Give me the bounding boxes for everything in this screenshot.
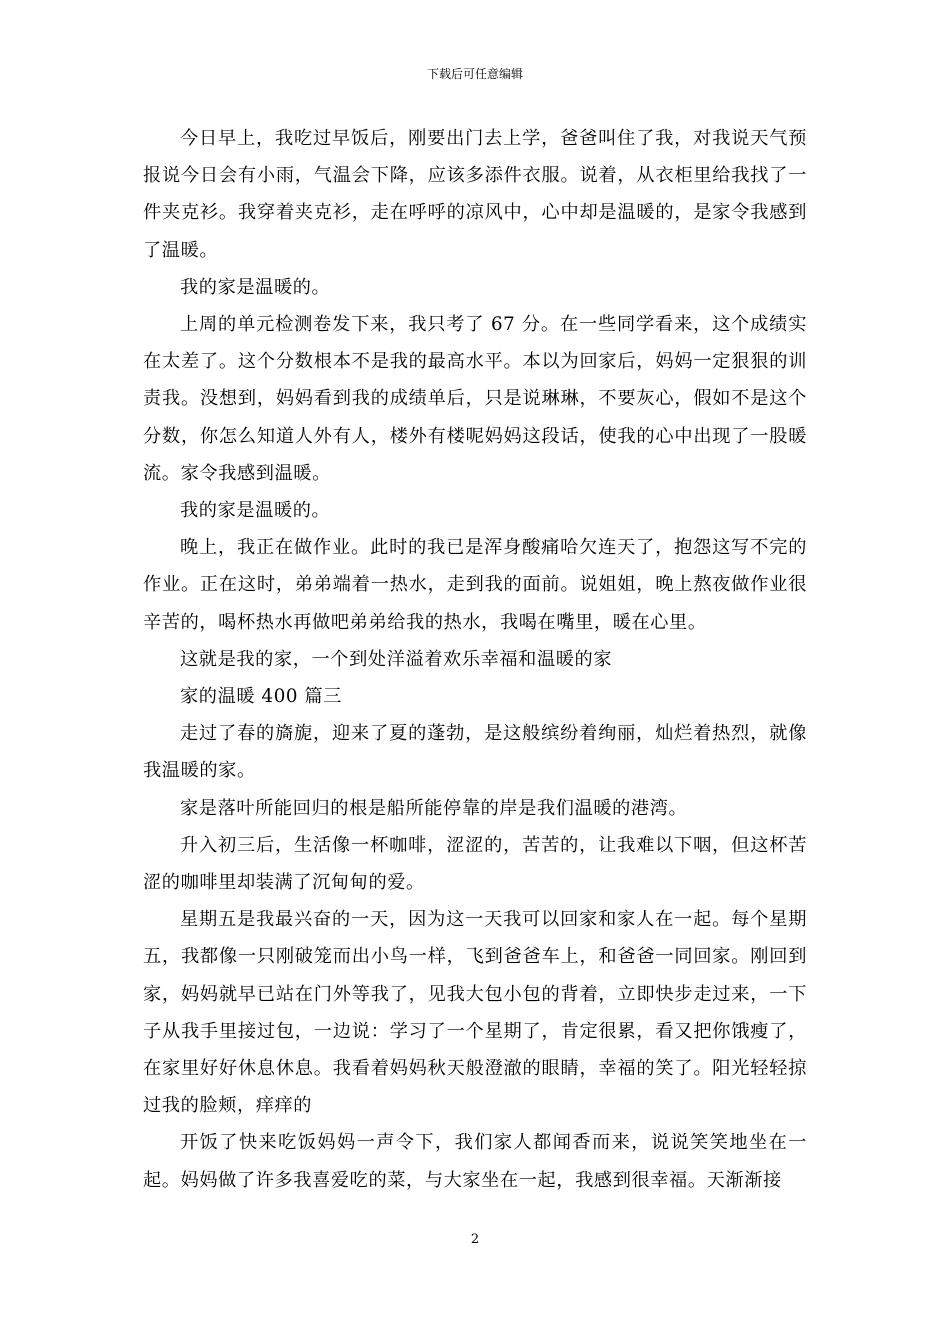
page-header: 下载后可任意编辑	[426, 67, 523, 81]
paragraph: 晚上，我正在做作业。此时的我已是浑身酸痛哈欠连天了，抱怨这写不完的作业。正在这时，弟弟端着一热水，走到我的面前。说姐姐，晚上熬夜做作业很辛苦的，喝杯热水再做吧弟弟给我的热水，我喝在嘴里，暖在心里。	[143, 537, 807, 633]
paragraph: 开饭了快来吃饭妈妈一声令下，我们家人都闻香而来，说说笑笑地坐在一起。妈妈做了许多我喜爱吃的菜，与大家坐在一起，我感到很幸福。天渐渐接	[143, 1132, 807, 1191]
document-body	[143, 120, 807, 1199]
paragraph: 上周的单元检测卷发下来，我只考了 67 分。在一些同学看来，这个成绩实在太差了。这个分数根本不是我的最高水平。本以为回家后，妈妈一定狠狠的训责我。没想到，妈妈看到我的成绩单后，只是说琳琳，不要灰心，假如不是这个分数，你怎么知道人外有人，楼外有楼呢妈妈这段话，使我的心中出现了一股暖流。家令我感到温暖。	[143, 314, 807, 484]
section-heading: 家的温暖 400 篇三	[180, 686, 343, 708]
paragraph: 走过了春的旖旎，迎来了夏的蓬勃，是这般缤纷着绚丽，灿烂着热烈，就像我温暖的家。	[143, 723, 807, 782]
page-number: 2	[470, 1232, 480, 1247]
paragraph: 这就是我的家，一个到处洋溢着欢乐幸福和温暖的家	[180, 648, 613, 670]
paragraph: 星期五是我最兴奋的一天，因为这一天我可以回家和家人在一起。每个星期五，我都像一只刚破笼而出小鸟一样，飞到爸爸车上，和爸爸一同回家。刚回到家，妈妈就早已站在门外等我了，见我大包小包的背着，立即快步走过来，一下子从我手里接过包，一边说：学习了一个星期了，肯定很累，看又把你饿瘦了，在家里好好休息休息。我看着妈妈秋天般澄澈的眼睛，幸福的笑了。阳光轻轻掠过我的脸颊，痒痒的	[143, 909, 807, 1117]
paragraph: 家是落叶所能回归的根是船所能停靠的岸是我们温暖的港湾。	[180, 797, 688, 819]
paragraph: 升入初三后，生活像一杯咖啡，涩涩的，苦苦的，让我难以下咽，但这杯苦涩的咖啡里却装满了沉甸甸的爱。	[143, 834, 807, 894]
paragraph: 我的家是温暖的。	[180, 500, 331, 522]
paragraph: 今日早上，我吃过早饭后，刚要出门去上学，爸爸叫住了我，对我说天气预报说今日会有小雨，气温会下降，应该多添件衣服。说着，从衣柜里给我找了一件夹克衫。我穿着夹克衫，走在呼呼的凉风中，心中却是温暖的，是家令我感到了温暖。	[143, 128, 807, 261]
paragraph: 我的家是温暖的。	[180, 276, 331, 298]
